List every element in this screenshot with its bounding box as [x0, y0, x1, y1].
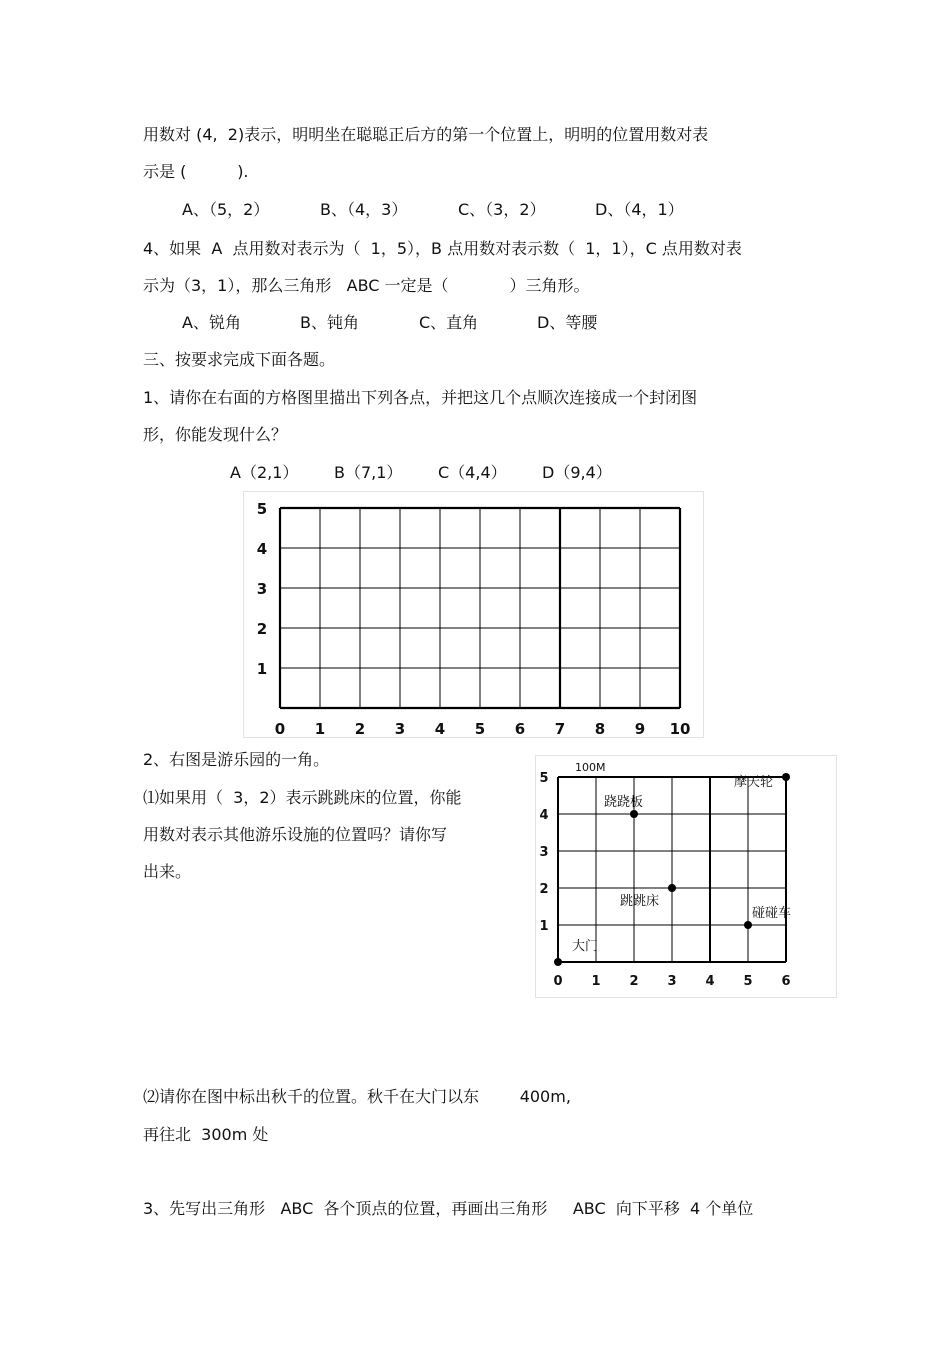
q3-option-d: D、（4，1）: [595, 200, 684, 219]
y-tick-label: 4: [256, 540, 268, 558]
map-y-tick-label: 1: [539, 919, 549, 934]
x-tick-label: 7: [554, 720, 566, 738]
place-label: 跳跳床: [620, 894, 660, 909]
p2-q1-line3: 出来。: [143, 862, 192, 881]
x-tick-label: 0: [274, 720, 286, 738]
q3-option-c: C、（3，2）: [458, 200, 546, 219]
q4-option-a: A、锐角: [182, 313, 241, 332]
place-marker: [630, 810, 638, 818]
map-y-tick-label: 3: [539, 845, 549, 860]
map-y-tick-label: 4: [539, 808, 549, 823]
q4-options: [182, 313, 882, 335]
p3-text-line1: 3、先写出三角形 ABC 各个顶点的位置，再画出三角形 ABC 向下平移 4 个单位: [143, 1199, 754, 1218]
grid-lines: [280, 508, 680, 708]
map-axis-labels: [539, 771, 790, 989]
place-label: 跷跷板: [604, 795, 644, 810]
y-tick-label: 5: [256, 500, 268, 518]
x-tick-label: 8: [594, 720, 606, 738]
p1-point-d: D（9,4）: [542, 463, 612, 482]
place-marker: [554, 958, 562, 966]
map-x-tick-label: 1: [591, 974, 601, 989]
p2-q1-line2: 用数对表示其他游乐设施的位置吗？请你写: [143, 825, 448, 844]
p1-point-b: B（7,1）: [334, 463, 403, 482]
map-x-tick-label: 2: [629, 974, 639, 989]
x-tick-label: 6: [514, 720, 526, 738]
coordinate-grid[interactable]: [243, 491, 704, 738]
q4-option-b: B、钝角: [300, 313, 359, 332]
p1-point-a: A（2,1）: [230, 463, 299, 482]
q3-option-a: A、（5，2）: [182, 200, 270, 219]
x-tick-label: 1: [314, 720, 326, 738]
amusement-park-map[interactable]: [535, 755, 837, 998]
map-grid-lines: [558, 777, 786, 962]
map-x-tick-label: 5: [743, 974, 753, 989]
place-label: 大门: [572, 939, 599, 954]
y-tick-label: 1: [256, 660, 268, 678]
x-tick-label: 4: [434, 720, 446, 738]
q4-text-line1: 4、如果 A 点用数对表示为（ 1，5），B 点用数对表示数（ 1，1），C 点用数对表: [143, 239, 742, 258]
map-x-tick-label: 0: [553, 974, 563, 989]
q3-option-b: B、（4，3）: [320, 200, 408, 219]
map-y-tick-label: 2: [539, 882, 549, 897]
map-scale-label: 100M: [575, 761, 606, 774]
p2-title: 2、右图是游乐园的一角。: [143, 750, 330, 769]
p1-point-c: C（4,4）: [438, 463, 507, 482]
p1-text-line2: 形，你能发现什么？: [143, 425, 288, 444]
p1-points: [230, 463, 680, 485]
place-label: 摩天轮: [734, 775, 774, 790]
q3-options: [182, 200, 882, 222]
map-y-tick-label: 5: [539, 771, 549, 786]
place-marker: [668, 884, 676, 892]
x-tick-label: 9: [634, 720, 646, 738]
map-x-tick-label: 6: [781, 974, 791, 989]
q3-text-line1: 用数对 (4, 2)表示，明明坐在聪聪正后方的第一个位置上，明明的位置用数对表: [143, 125, 709, 144]
q3-text-line2: 示是 ( ).: [143, 162, 249, 181]
place-marker: [782, 773, 790, 781]
x-tick-label: 3: [394, 720, 406, 738]
map-places: [554, 773, 791, 966]
p2-q1-line1: ⑴如果用（ 3，2）表示跳跳床的位置，你能: [143, 788, 462, 807]
p1-text-line1: 1、请你在右面的方格图里描出下列各点，并把这几个点顺次连接成一个封闭图: [143, 388, 698, 407]
p2-q2-line1: ⑵请你在图中标出秋千的位置。秋千在大门以东 400m,: [143, 1087, 571, 1106]
x-tick-label: 10: [669, 720, 691, 738]
q4-option-c: C、直角: [419, 313, 479, 332]
map-x-tick-label: 4: [705, 974, 715, 989]
grid-border: [244, 492, 704, 738]
section-title: 三、按要求完成下面各题。: [143, 350, 336, 369]
q4-option-d: D、等腰: [537, 313, 598, 332]
place-label: 碰碰车: [752, 906, 792, 921]
p2-q2-line2: 再往北 300m 处: [143, 1125, 269, 1144]
grid-axis-labels: [257, 500, 691, 738]
y-tick-label: 3: [256, 580, 268, 598]
x-tick-label: 2: [354, 720, 366, 738]
q4-text-line2: 示为（3，1），那么三角形 ABC 一定是（ ）三角形。: [143, 276, 590, 295]
map-x-tick-label: 3: [667, 974, 677, 989]
place-marker: [744, 921, 752, 929]
x-tick-label: 5: [474, 720, 486, 738]
y-tick-label: 2: [256, 620, 268, 638]
